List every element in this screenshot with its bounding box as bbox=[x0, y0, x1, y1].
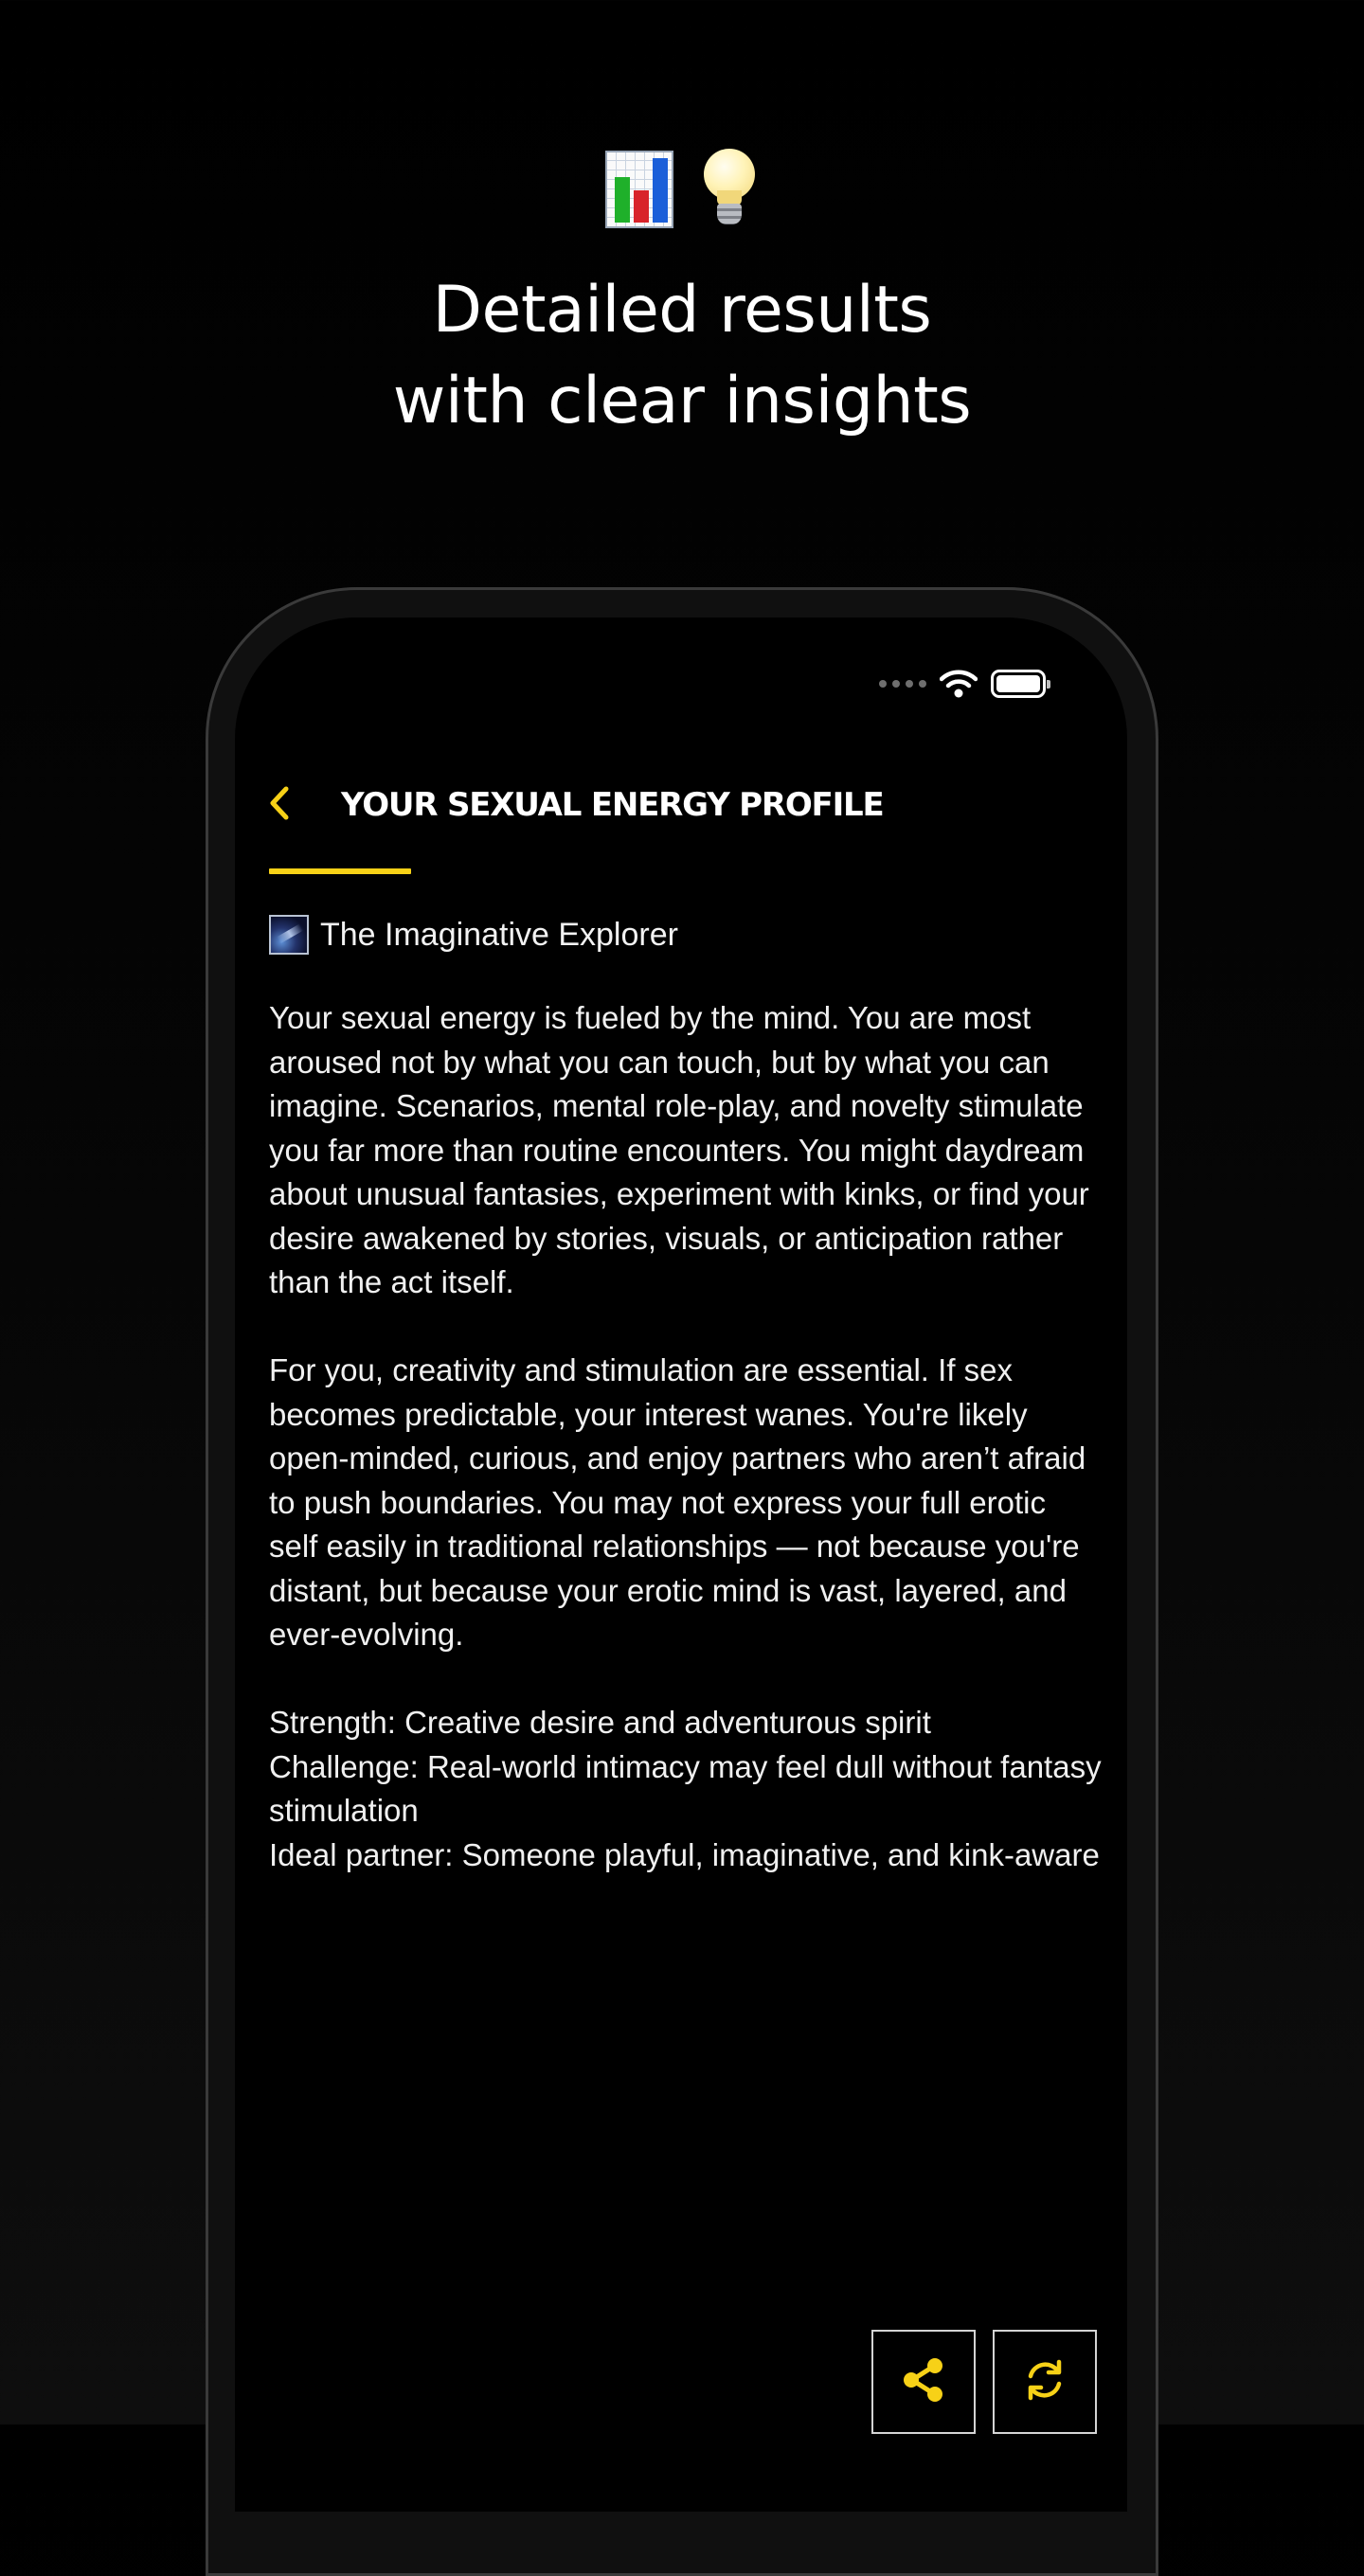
battery-icon bbox=[991, 670, 1046, 698]
result-title: The Imaginative Explorer bbox=[320, 916, 678, 953]
promo-emoji-row bbox=[0, 142, 1364, 237]
back-button[interactable] bbox=[265, 780, 314, 830]
retake-button[interactable] bbox=[993, 2330, 1097, 2434]
status-bar bbox=[879, 665, 1046, 703]
result-paragraph-2: For you, creativity and stimulation are essential. If sex becomes predictable, your interest wanes. You're likely open-minded, curious, and enjoy partners who aren’t afraid to push boundaries. You may not express your full erotic self easily in traditional relationships — not because you're distant, but because your erotic mind is vast, layered, and ever-evolving. bbox=[269, 1352, 1086, 1652]
promo-title bbox=[0, 265, 1364, 447]
app-header bbox=[265, 777, 1097, 833]
strength-text: Strength: Creative desire and adventurous spirit bbox=[269, 1705, 931, 1740]
share-icon bbox=[899, 2355, 948, 2408]
action-buttons bbox=[871, 2330, 1097, 2434]
result-title-row bbox=[269, 913, 1093, 957]
wifi-icon bbox=[940, 670, 978, 698]
promo-title-line-2: with clear insights bbox=[392, 364, 972, 438]
result-traits bbox=[269, 1701, 1103, 1877]
milky-way-icon bbox=[269, 915, 309, 955]
signal-dots-icon bbox=[879, 680, 926, 688]
title-underline bbox=[269, 868, 411, 874]
challenge-text: Challenge: Real-world intimacy may feel dull without fantasy stimulation bbox=[269, 1748, 1102, 1828]
refresh-icon bbox=[1020, 2355, 1069, 2408]
chevron-left-icon bbox=[265, 784, 294, 826]
ideal-partner-text: Ideal partner: Someone playful, imaginative, and kink-aware bbox=[269, 1836, 1100, 1872]
light-bulb-icon bbox=[700, 149, 759, 230]
share-button[interactable] bbox=[871, 2330, 976, 2434]
result-description bbox=[269, 996, 1103, 1877]
phone-screen bbox=[235, 617, 1127, 2512]
result-paragraph-1: Your sexual energy is fueled by the mind. You are most aroused not by what you can touch, but by what you can imagine. Scenarios, mental role-play, and novelty stimulate you far more than routine encounters. You might daydream about unusual fantasies, experiment with kinks, or find your desire awakened by stories, visuals, or anticipation rather than the act itself. bbox=[269, 1000, 1089, 1299]
page-title: YOUR SEXUAL ENERGY PROFILE bbox=[341, 786, 884, 824]
promo-title-line-1: Detailed results bbox=[432, 273, 932, 348]
bar-chart-icon bbox=[605, 151, 673, 228]
